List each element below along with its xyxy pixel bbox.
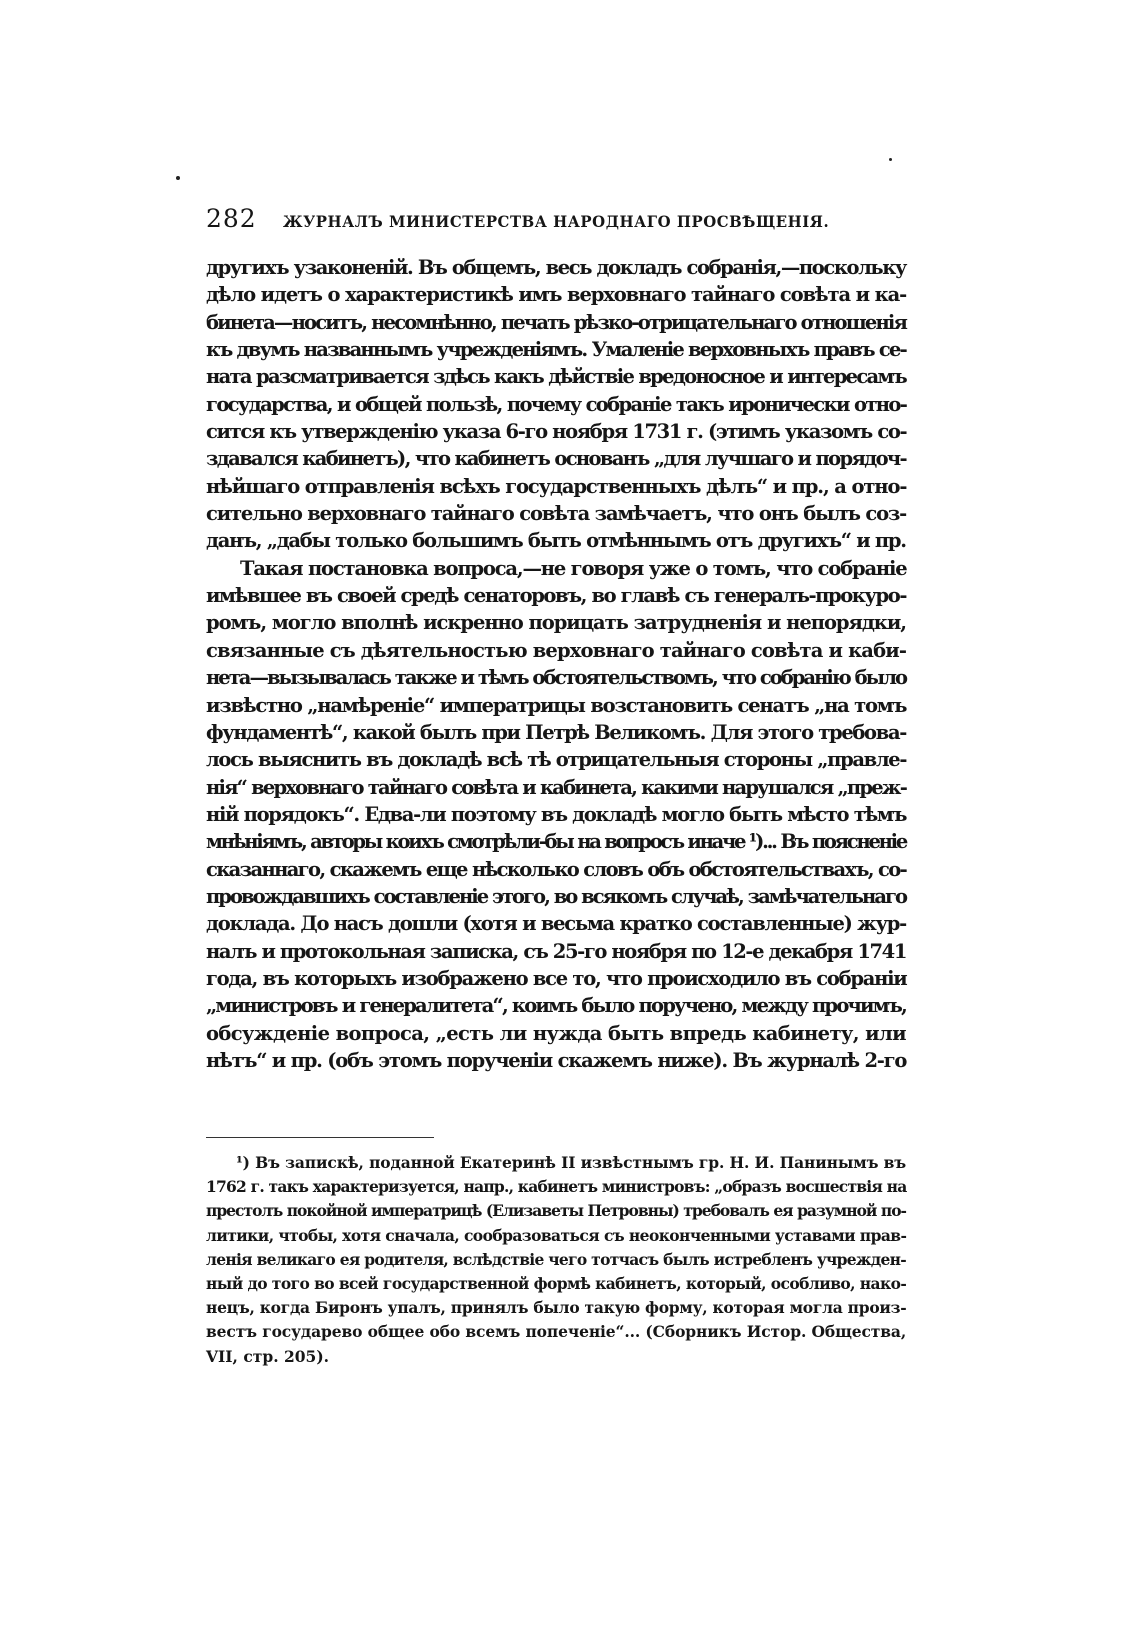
text-line: сказаннаго, скажемъ еще нѣсколько словъ объ обстоятельствахъ, со- bbox=[206, 857, 907, 881]
text-line: ромъ, могло вполнѣ искренно порицать затрудненія и непорядки, bbox=[206, 611, 906, 635]
footnote-line: престолъ покойной императрицѣ (Елизаветы Петровны) требовалъ ея разумной по- bbox=[206, 1201, 906, 1221]
page-number: 282 bbox=[206, 204, 257, 233]
footnote-line: VII, стр. 205). bbox=[206, 1346, 330, 1366]
footnote-line: нецъ, когда Биронъ упалъ, принялъ было такую форму, которая могла произ- bbox=[206, 1298, 907, 1318]
running-title: ЖУРНАЛЪ МИНИСТЕРСТВА НАРОДНАГО ПРОСВѢЩЕНІЯ. bbox=[282, 212, 829, 231]
text-line: извѣстно „намѣреніе“ императрицы возстановить сенатъ „на томъ bbox=[206, 693, 907, 717]
text-line: сится къ утвержденію указа 6-го ноября 1731 г. (этимъ указомъ со- bbox=[206, 420, 907, 444]
text-line: данъ, „дабы только большимъ быть отмѣннымъ отъ другихъ“ и пр. bbox=[206, 529, 906, 553]
text-line: сительно верховнаго тайнаго совѣта замѣчаетъ, что онъ былъ соз- bbox=[206, 502, 907, 526]
text-line: государства, и общей пользѣ, почему собраніе такъ иронически отно- bbox=[206, 392, 907, 416]
text-line: доклада. До насъ дошли (хотя и весьма кратко составленные) жур- bbox=[206, 912, 907, 936]
text-line: ната разсматривается здѣсь какъ дѣйствіе вредоносное и интересамъ bbox=[206, 365, 906, 389]
footnote-line: ный до того во всей государственной формѣ кабинетъ, который, особливо, нако- bbox=[206, 1273, 907, 1293]
footnote-line: вестъ государево общее обо всемъ попеченіе“... (Сборникъ Истор. Общества, bbox=[206, 1322, 907, 1342]
text-line: имѣвшее въ своей средѣ сенаторовъ, во главѣ съ генералъ-прокуро- bbox=[206, 584, 906, 608]
text-line: лось выяснить въ докладѣ всѣ тѣ отрицательныя стороны „правле- bbox=[206, 748, 907, 772]
print-speck bbox=[176, 176, 180, 180]
running-header bbox=[206, 204, 906, 238]
text-line: здавался кабинетъ), что кабинетъ основанъ „для лучшаго и порядоч- bbox=[206, 447, 906, 471]
footnote-line: ленія великаго ея родителя, вслѣдствіе чего тотчасъ былъ истребленъ учрежден- bbox=[206, 1249, 906, 1269]
text-line: дѣло идетъ о характеристикѣ имъ верховнаго тайнаго совѣта и ка- bbox=[206, 283, 907, 307]
text-line: нѣтъ“ и пр. (объ этомъ порученіи скажемъ ниже). Въ журналѣ 2-го bbox=[206, 1048, 907, 1072]
text-line: провождавшихъ составленіе этого, во всякомъ случаѣ, замѣчательнаго bbox=[206, 884, 906, 908]
footnote-line: 1762 г. такъ характеризуется, напр., кабинетъ министровъ: „образъ восшествія на bbox=[206, 1177, 907, 1197]
text-line: ній порядокъ“. Едва-ли поэтому въ докладѣ могло быть мѣсто тѣмъ bbox=[206, 802, 907, 826]
text-line: бинета—носитъ, несомнѣнно, печать рѣзко-отрицательнаго отношенія bbox=[206, 310, 907, 334]
text-line: къ двумъ названнымъ учрежденіямъ. Умаленіе верховныхъ правъ се- bbox=[206, 338, 906, 362]
text-line: года, въ которыхъ изображено все то, что происходило въ собраніи bbox=[206, 966, 907, 990]
text-line: связанные съ дѣятельностью верховнаго тайнаго совѣта и каби- bbox=[206, 638, 907, 662]
footnote bbox=[206, 1151, 906, 1369]
text-line: „министровъ и генералитета“, коимъ было поручено, между прочимъ, bbox=[206, 994, 906, 1018]
footnote-line: ¹) Въ запискѣ, поданной Екатеринѣ II извѣстнымъ гр. Н. И. Панинымъ въ bbox=[236, 1153, 906, 1172]
footnote-line: литики, чтобы, хотя сначала, сообразоваться съ неоконченными уставами прав- bbox=[206, 1225, 907, 1245]
text-line: фундаментѣ“, какой былъ при Петрѣ Великомъ. Для этого требова- bbox=[206, 720, 906, 744]
print-speck bbox=[889, 158, 892, 161]
text-line: налъ и протокольная записка, съ 25-го ноября по 12-е декабря 1741 bbox=[206, 939, 906, 963]
text-line: обсужденіе вопроса, „есть ли нужда быть впредь кабинету, или bbox=[206, 1021, 906, 1045]
body-text bbox=[206, 254, 906, 1074]
text-line: нія“ верховнаго тайнаго совѣта и кабинета, какими нарушался „преж- bbox=[206, 775, 906, 799]
footnote-separator bbox=[206, 1137, 434, 1138]
text-line: нѣйшаго отправленія всѣхъ государственныхъ дѣлъ“ и пр., а отно- bbox=[206, 474, 907, 498]
text-line: другихъ узаконеній. Въ общемъ, весь докладъ собранія,—поскольку bbox=[206, 256, 906, 279]
text-line: Такая постановка вопроса,—не говоря уже о томъ, что собраніе bbox=[240, 556, 907, 580]
text-line: нета—вызывалась также и тѣмъ обстоятельствомъ, что собранію было bbox=[206, 666, 906, 690]
text-line: мнѣніямъ, авторы коихъ смотрѣли-бы на вопросъ иначе ¹)... Въ поясненіе bbox=[206, 830, 906, 854]
